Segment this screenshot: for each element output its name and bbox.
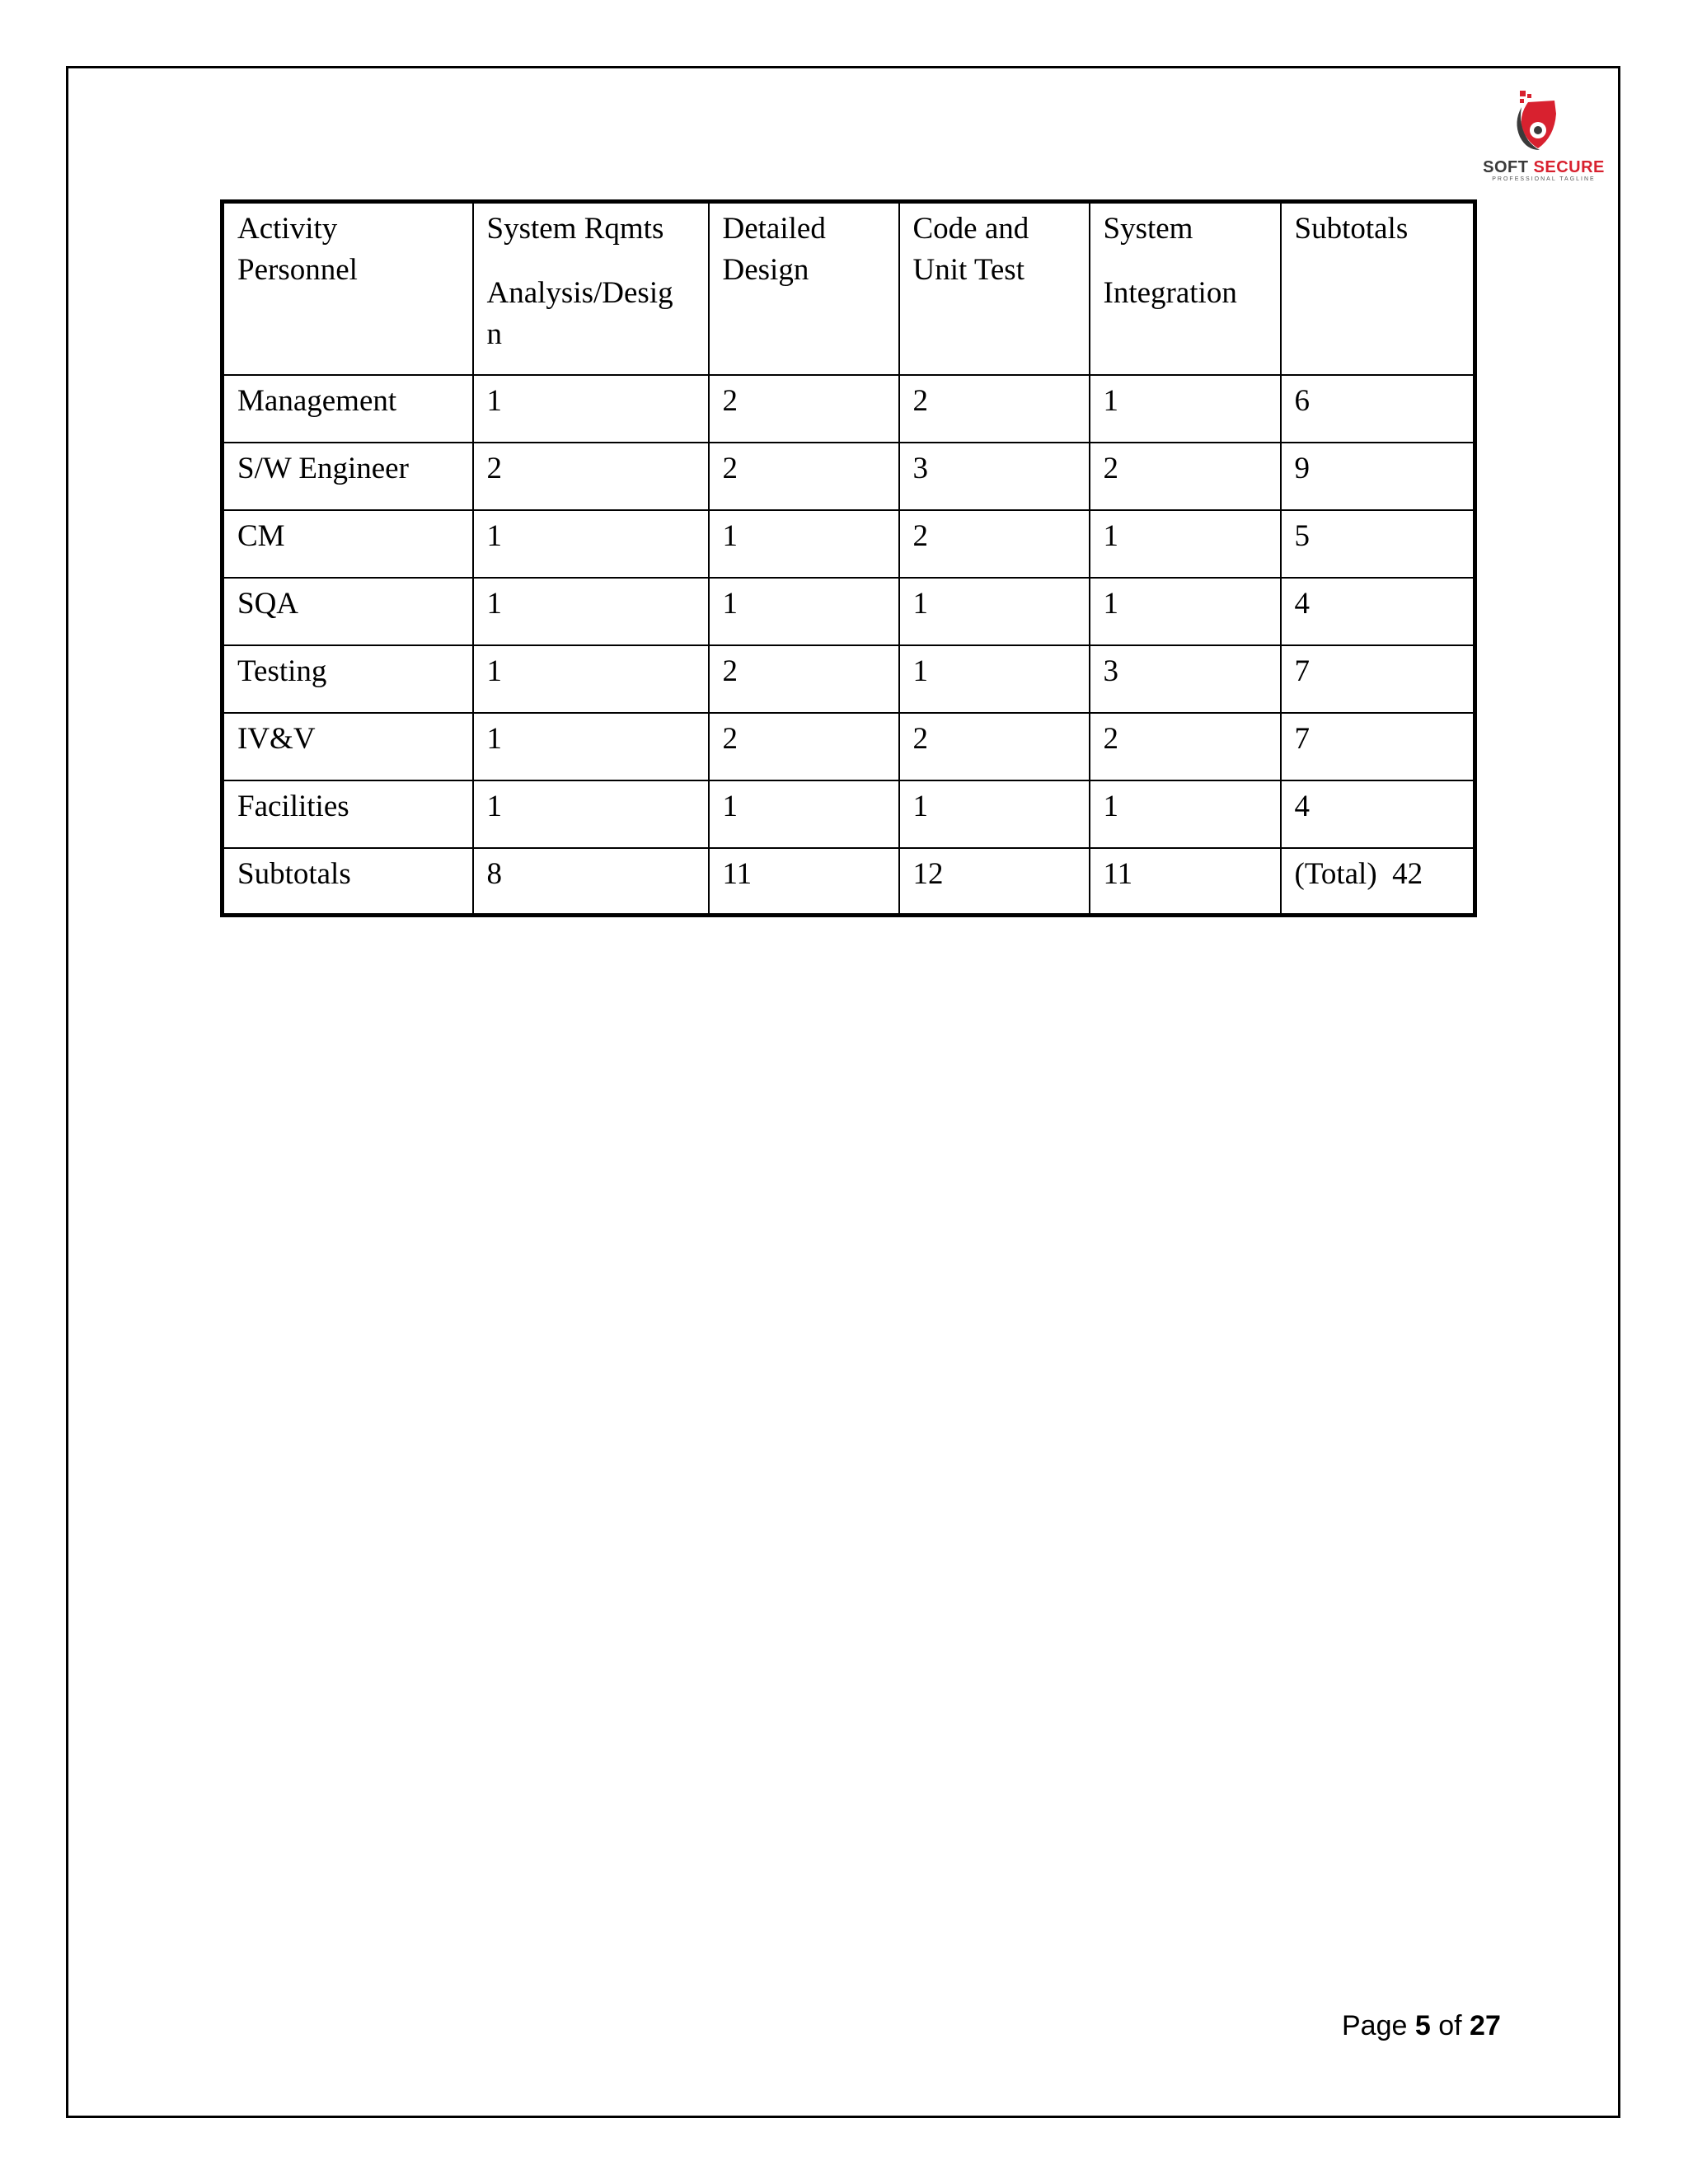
header-code-and: Code and	[912, 212, 1029, 246]
table-cell: 5	[1281, 510, 1475, 578]
table-cell: 1	[1090, 578, 1281, 645]
header-integration: Integration	[1103, 276, 1237, 310]
page-total: 27	[1470, 2010, 1501, 2041]
header-personnel: Personnel	[237, 253, 358, 287]
table-cell: 2	[473, 443, 709, 510]
logo-word-secure: SECURE	[1533, 158, 1605, 176]
table-cell: 11	[709, 848, 899, 916]
header-activity-personnel	[223, 202, 473, 375]
header-system-integration	[1090, 202, 1281, 375]
page-current: 5	[1414, 2010, 1431, 2041]
table-row	[223, 645, 1475, 713]
header-activity: Activity	[237, 212, 338, 246]
page-number	[1342, 2009, 1501, 2042]
table-cell: 1	[709, 780, 899, 848]
table-cell: 2	[899, 375, 1090, 443]
table-cell: 2	[709, 645, 899, 713]
table-header-row	[223, 202, 1475, 375]
logo-word-soft: SOFT	[1483, 158, 1529, 176]
page-prefix: Page	[1342, 2010, 1415, 2041]
table-cell: 1	[899, 780, 1090, 848]
header-system: System	[1103, 212, 1193, 246]
table-cell: 2	[899, 510, 1090, 578]
table-cell: 6	[1281, 375, 1475, 443]
table-cell: 1	[899, 578, 1090, 645]
table-cell: 7	[1281, 713, 1475, 780]
table-row	[223, 713, 1475, 780]
table-row	[223, 443, 1475, 510]
table-cell: 1	[473, 713, 709, 780]
header-detailed-design	[709, 202, 899, 375]
table-cell: 7	[1281, 645, 1475, 713]
table-row	[223, 375, 1475, 443]
header-system-rqmts-line2: Analysis/Desig	[486, 276, 673, 310]
header-subtotals-label: Subtotals	[1294, 212, 1409, 246]
table-cell: 1	[899, 645, 1090, 713]
header-subtotals	[1281, 202, 1475, 375]
header-system-rqmts	[473, 202, 709, 375]
row-label: Facilities	[223, 780, 473, 848]
shield-logo-icon	[1474, 89, 1614, 163]
table-cell: 1	[709, 578, 899, 645]
row-label: IV&V	[223, 713, 473, 780]
table-cell: 1	[473, 375, 709, 443]
table-cell: 1	[473, 578, 709, 645]
row-label: Testing	[223, 645, 473, 713]
table-cell-total: (Total) 42	[1281, 848, 1475, 916]
table-cell: 9	[1281, 443, 1475, 510]
table-cell: 1	[709, 510, 899, 578]
header-unit-test: Unit Test	[912, 253, 1025, 287]
table-row	[223, 578, 1475, 645]
row-label: Subtotals	[223, 848, 473, 916]
table-cell: 1	[1090, 375, 1281, 443]
row-label: SQA	[223, 578, 473, 645]
header-design: Design	[722, 253, 809, 287]
table-cell: 2	[1090, 713, 1281, 780]
table-cell: 2	[1090, 443, 1281, 510]
table-cell: 4	[1281, 578, 1475, 645]
table-row	[223, 780, 1475, 848]
table-row-subtotals	[223, 848, 1475, 916]
table-cell: 1	[1090, 780, 1281, 848]
table-cell: 1	[473, 510, 709, 578]
table-cell: 2	[709, 713, 899, 780]
table-cell: 11	[1090, 848, 1281, 916]
table-cell: 8	[473, 848, 709, 916]
header-system-rqmts-line1: System Rqmts	[486, 212, 664, 246]
table-cell: 3	[1090, 645, 1281, 713]
table-cell: 3	[899, 443, 1090, 510]
table-cell: 1	[473, 780, 709, 848]
row-label: CM	[223, 510, 473, 578]
table-cell: 12	[899, 848, 1090, 916]
table-cell: 1	[1090, 510, 1281, 578]
table-cell: 4	[1281, 780, 1475, 848]
table-cell: 2	[709, 375, 899, 443]
row-label: Management	[223, 375, 473, 443]
table-cell: 2	[709, 443, 899, 510]
staffing-table	[220, 199, 1477, 917]
row-label: S/W Engineer	[223, 443, 473, 510]
page-middle: of	[1430, 2010, 1470, 2041]
header-detailed: Detailed	[722, 212, 826, 246]
logo-wordmark	[1474, 158, 1614, 176]
header-code-unit-test	[899, 202, 1090, 375]
table-row	[223, 510, 1475, 578]
table-cell: 1	[473, 645, 709, 713]
header-system-rqmts-line3: n	[486, 317, 502, 351]
logo-tagline: PROFESSIONAL TAGLINE	[1492, 176, 1596, 182]
table-cell: 2	[899, 713, 1090, 780]
